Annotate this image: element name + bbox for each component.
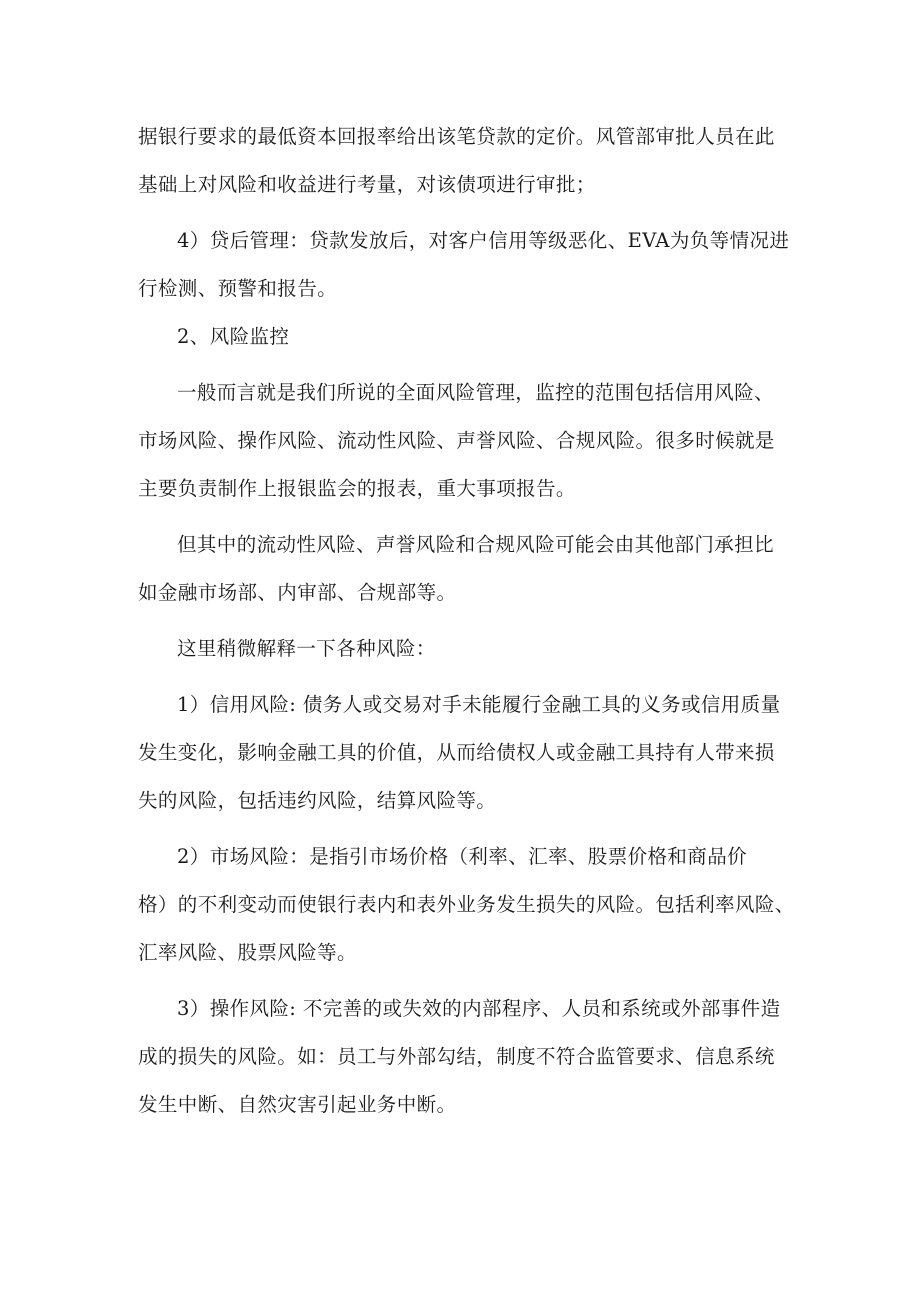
text-line: 如金融市场部、内审部、合规部等。 (138, 581, 457, 604)
text-line: 成的损失的风险。如：员工与外部勾结，制度不符合监管要求、信息系统 (138, 1045, 775, 1068)
section-heading: 2、风险监控 (177, 325, 290, 348)
text-line: 市场风险、操作风险、流动性风险、声誉风险、合规风险。很多时候就是 (138, 429, 775, 452)
text-line: 4）贷后管理：贷款发放后，对客户信用等级恶化、EVA为负等情况进 (177, 229, 790, 252)
text-line: 行检测、预警和报告。 (138, 277, 338, 300)
text-line: 失的风险，包括违约风险，结算风险等。 (138, 789, 497, 812)
text-line: 基础上对风险和收益进行考量，对该债项进行审批； (138, 173, 596, 196)
text-line: 1）信用风险: 债务人或交易对手未能履行金融工具的义务或信用质量 (177, 693, 781, 716)
text-line: 但其中的流动性风险、声誉风险和合规风险可能会由其他部门承担比 (177, 533, 775, 556)
text-line: 2）市场风险：是指引市场价格（利率、汇率、股票价格和商品价 (177, 845, 748, 868)
text-line: 3）操作风险: 不完善的或失效的内部程序、人员和系统或外部事件造 (177, 997, 781, 1020)
text-line: 据银行要求的最低资本回报率给出该笔贷款的定价。风管部审批人员在此 (138, 125, 775, 148)
text-line: 汇率风险、股票风险等。 (138, 941, 357, 964)
text-line: 这里稍微解释一下各种风险： (177, 637, 436, 660)
text-line: 主要负责制作上报银监会的报表，重大事项报告。 (138, 477, 576, 500)
text-line: 发生变化，影响金融工具的价值，从而给债权人或金融工具持有人带来损 (138, 741, 775, 764)
text-line: 一般而言就是我们所说的全面风险管理，监控的范围包括信用风险、 (177, 381, 775, 404)
text-line: 格）的不利变动而使银行表内和表外业务发生损失的风险。包括利率风险、 (138, 893, 795, 916)
text-line: 发生中断、自然灾害引起业务中断。 (138, 1093, 457, 1116)
